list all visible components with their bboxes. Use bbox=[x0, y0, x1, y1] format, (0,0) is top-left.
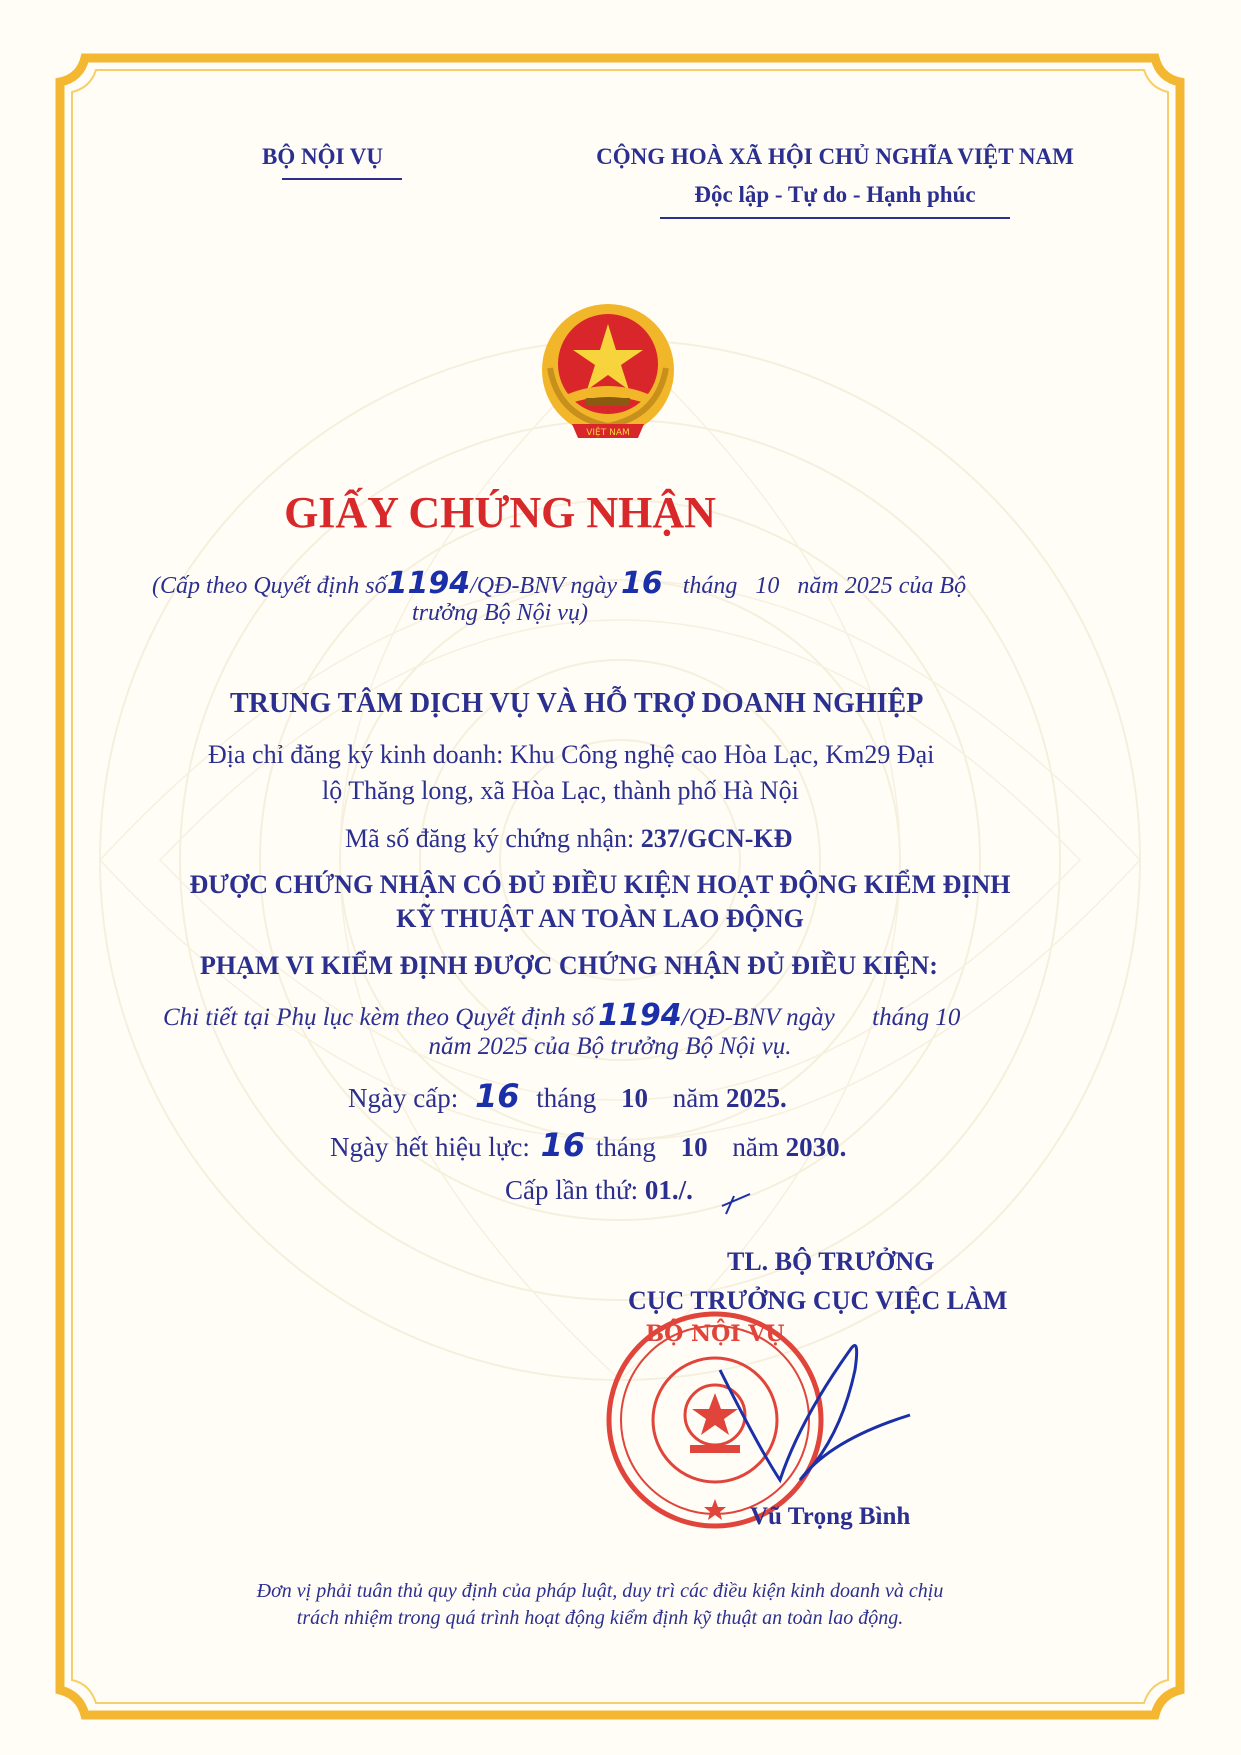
expiry-date-label: Ngày hết hiệu lực: bbox=[330, 1132, 530, 1162]
signer-name: Vũ Trọng Bình bbox=[750, 1503, 911, 1530]
registration-number bbox=[345, 824, 792, 854]
issue-count-label: Cấp lần thứ: bbox=[505, 1175, 639, 1205]
issue-count-value: 01./. bbox=[644, 1175, 693, 1205]
ministry-name: BỘ NỘI VỤ bbox=[262, 144, 383, 169]
address-line-1: Địa chỉ đăng ký kinh doanh: Khu Công nghệ cao Hòa Lạc, Km29 Đại bbox=[208, 740, 935, 769]
issue-month-label: tháng bbox=[536, 1083, 597, 1113]
expiry-day-handwritten: 16 bbox=[540, 1126, 586, 1164]
organization-name: TRUNG TÂM DỊCH VỤ VÀ HỖ TRỢ DOANH NGHIỆP bbox=[230, 688, 924, 719]
issue-month: 10 bbox=[620, 1083, 648, 1113]
expiry-date bbox=[330, 1126, 846, 1164]
ministry-underline bbox=[282, 178, 402, 180]
emblem-ribbon-text: VIỆT NAM bbox=[586, 428, 630, 438]
scope-line-1-rest: /QĐ-BNV ngày tháng 10 bbox=[681, 1004, 961, 1031]
national-emblem-icon bbox=[528, 298, 688, 458]
issue-year: 2025. bbox=[725, 1083, 787, 1113]
signer-title-1: TL. BỘ TRƯỞNG bbox=[727, 1247, 935, 1276]
expiry-month: 10 bbox=[680, 1132, 708, 1162]
handwritten-signature-icon bbox=[700, 1330, 920, 1500]
decision-mid: /QĐ-BNV ngày bbox=[470, 573, 618, 599]
issue-date bbox=[348, 1077, 787, 1115]
scope-line-1-prefix: Chi tiết tại Phụ lục kèm theo Quyết định số bbox=[163, 1004, 595, 1031]
motto-underline bbox=[660, 217, 1010, 219]
issue-year-label: năm bbox=[672, 1083, 720, 1113]
scope-heading: PHẠM VI KIỂM ĐỊNH ĐƯỢC CHỨNG NHẬN ĐỦ ĐIỀU KIỆN: bbox=[200, 951, 938, 980]
scope-line-2: năm 2025 của Bộ trưởng Bộ Nội vụ. bbox=[428, 1033, 792, 1060]
decision-line-1 bbox=[152, 566, 966, 601]
issue-date-label: Ngày cấp: bbox=[348, 1083, 459, 1113]
decision-prefix: (Cấp theo Quyết định số bbox=[152, 573, 387, 599]
decision-rest: tháng 10 năm 2025 của Bộ bbox=[682, 573, 967, 599]
expiry-year-label: năm bbox=[732, 1132, 779, 1162]
issue-count bbox=[505, 1175, 693, 1206]
scope-number-handwritten: 1194 bbox=[598, 998, 682, 1033]
address-line-2: lộ Thăng long, xã Hòa Lạc, thành phố Hà Nội bbox=[322, 776, 799, 805]
footer-line-2: trách nhiệm trong quá trình hoạt động kiểm định kỹ thuật an toàn lao động. bbox=[296, 1607, 904, 1629]
decision-line-2: trưởng Bộ Nội vụ) bbox=[412, 600, 588, 626]
registration-value: 237/GCN-KĐ bbox=[640, 824, 793, 853]
expiry-year: 2030. bbox=[785, 1132, 847, 1162]
country-name: CỘNG HOÀ XÃ HỘI CHỦ NGHĨA VIỆT NAM bbox=[596, 144, 1074, 169]
signer-title-2: CỤC TRƯỞNG CỤC VIỆC LÀM bbox=[628, 1286, 1008, 1315]
footer-line-1: Đơn vị phải tuân thủ quy định của pháp luật, duy trì các điều kiện kinh doanh và chịu bbox=[256, 1580, 944, 1602]
certificate-title: GIẤY CHỨNG NHẬN bbox=[284, 488, 716, 537]
initial-mark-icon bbox=[720, 1188, 760, 1218]
issue-day-handwritten: 16 bbox=[474, 1077, 520, 1115]
decision-day-handwritten: 16 bbox=[621, 566, 663, 601]
decision-number-handwritten: 1194 bbox=[386, 566, 471, 601]
seal-text: BỘ NỘI VỤ bbox=[645, 1321, 785, 1347]
national-motto: Độc lập - Tự do - Hạnh phúc bbox=[694, 182, 976, 207]
expiry-month-label: tháng bbox=[595, 1132, 656, 1162]
certified-line-2: KỸ THUẬT AN TOÀN LAO ĐỘNG bbox=[396, 904, 804, 933]
registration-label: Mã số đăng ký chứng nhận: bbox=[345, 824, 635, 853]
certified-line-1: ĐƯỢC CHỨNG NHẬN CÓ ĐỦ ĐIỀU KIỆN HOẠT ĐỘNG KIỂM ĐỊNH bbox=[189, 870, 1011, 899]
scope-line-1 bbox=[163, 998, 960, 1033]
